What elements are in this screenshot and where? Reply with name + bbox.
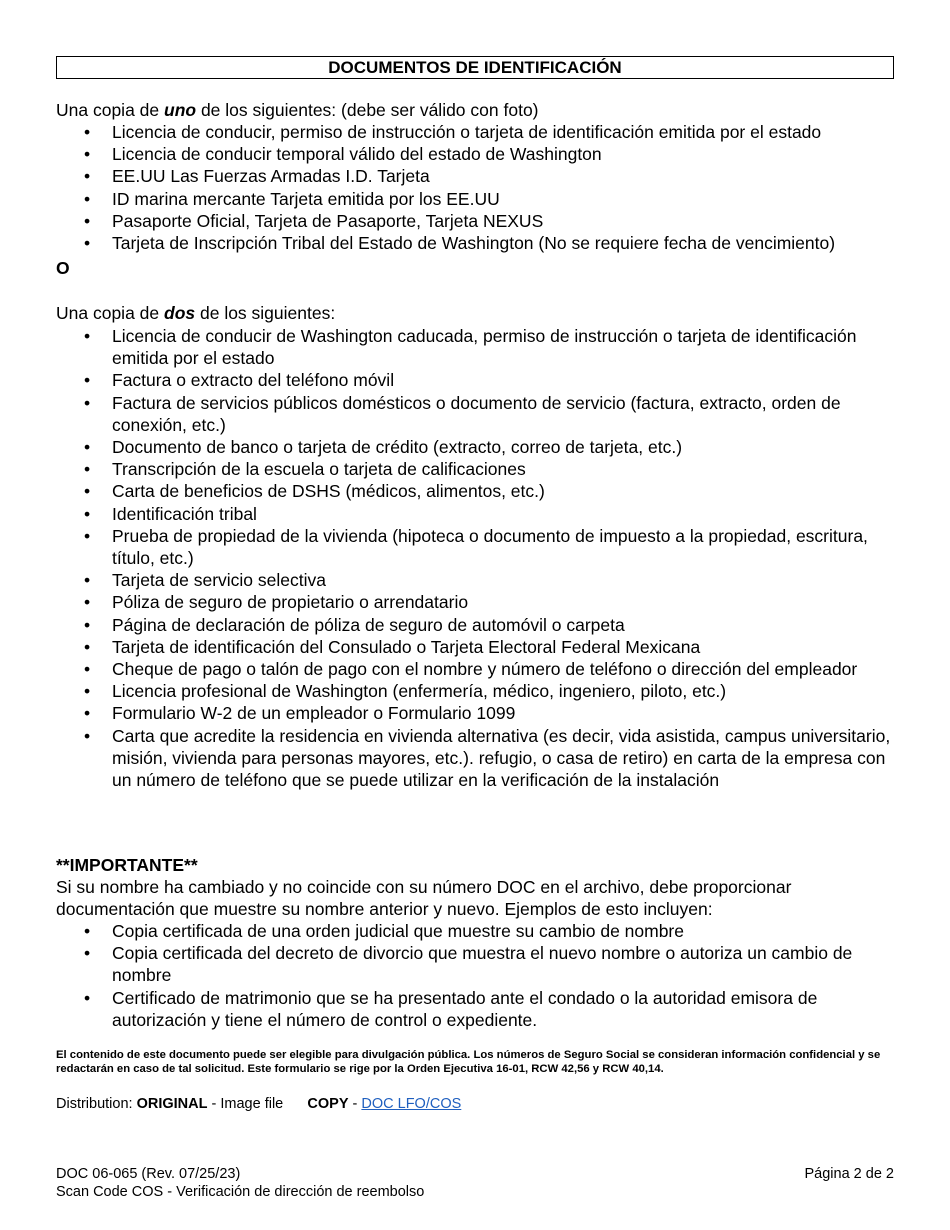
list-item: • Póliza de seguro de propietario o arrendatario: [56, 591, 896, 613]
section-two-intro: [56, 302, 335, 324]
intro-text: Una copia de: [56, 303, 164, 323]
original-label: ORIGINAL: [136, 1096, 208, 1112]
form-number: DOC 06-065 (Rev. 07/25/23): [56, 1166, 241, 1182]
intro-emphasis: uno: [164, 100, 197, 120]
list-item: • Copia certificada de una orden judicial que muestre su cambio de nombre: [56, 920, 896, 942]
or-separator: O: [56, 258, 70, 278]
disclaimer-text: El contenido de este documento puede ser elegible para divulgación pública. Los números de Seguro Social se consideran información confidencial y se redactarán en caso de tal solicitud. Este formulario se rige por la Orden Ejecutiva 16-01, RCW 42,56 y RCW 40,14.: [56, 1049, 881, 1075]
list-item: • Identificación tribal: [56, 503, 896, 525]
distribution-line: [56, 1095, 461, 1113]
list-item: • Documento de banco o tarjeta de crédito (extracto, correo de tarjeta, etc.): [56, 436, 896, 458]
intro-text: de los siguientes: (debe ser válido con foto): [196, 100, 539, 120]
list-item: • Copia certificada del decreto de divorcio que muestra el nuevo nombre o autoriza un cambio de nombre: [56, 942, 896, 986]
section-two-list: [56, 325, 896, 791]
important-body: Si su nombre ha cambiado y no coincide con su número DOC en el archivo, debe proporcionar documentación que muestre su nombre anterior y nuevo. Ejemplos de esto incluyen:: [56, 877, 792, 920]
intro-text: de los siguientes:: [195, 303, 336, 323]
distribution-label: Distribution:: [56, 1096, 133, 1112]
list-item: • Factura o extracto del teléfono móvil: [56, 369, 896, 391]
copy-separator: -: [348, 1096, 362, 1112]
list-item: • ID marina mercante Tarjeta emitida por los EE.UU: [56, 188, 896, 210]
list-item: • Prueba de propiedad de la vivienda (hipoteca o documento de impuesto a la propiedad, escritura, título, etc.): [56, 525, 896, 569]
list-item: • Licencia de conducir de Washington caducada, permiso de instrucción o tarjeta de identificación emitida por el estado: [56, 325, 896, 369]
list-item: • Licencia de conducir, permiso de instrucción o tarjeta de identificación emitida por el estado: [56, 121, 896, 143]
list-item: • Tarjeta de identificación del Consulado o Tarjeta Electoral Federal Mexicana: [56, 636, 896, 658]
list-item: • EE.UU Las Fuerzas Armadas I.D. Tarjeta: [56, 165, 896, 187]
list-item: • Certificado de matrimonio que se ha presentado ante el condado o la autoridad emisora de autorización y tiene el número de control o expediente.: [56, 987, 896, 1031]
scan-code: Scan Code COS - Verificación de dirección de reembolso: [56, 1184, 425, 1200]
list-item: • Página de declaración de póliza de seguro de automóvil o carpeta: [56, 614, 896, 636]
list-item: • Licencia profesional de Washington (enfermería, médico, ingeniero, piloto, etc.): [56, 680, 896, 702]
original-value: - Image file: [207, 1096, 284, 1112]
list-item: • Carta que acredite la residencia en vivienda alternativa (es decir, vida asistida, campus universitario, misión, vivienda para personas mayores, etc.). refugio, o casa de retiro) en carta de la empresa con un número de teléfono que se puede utilizar en la verificación de la instalación: [56, 725, 896, 792]
copy-link[interactable]: DOC LFO/COS: [361, 1096, 462, 1112]
page-number: Página 2 de 2: [804, 1166, 894, 1182]
document-title: DOCUMENTOS DE IDENTIFICACIÓN: [56, 56, 894, 79]
footer-left: [56, 1165, 424, 1201]
section-one-list: [56, 121, 896, 254]
list-item: • Formulario W-2 de un empleador o Formulario 1099: [56, 702, 896, 724]
list-item: • Factura de servicios públicos domésticos o documento de servicio (factura, extracto, orden de conexión, etc.): [56, 392, 896, 436]
important-list: [56, 920, 896, 1031]
list-item: • Pasaporte Oficial, Tarjeta de Pasaporte, Tarjeta NEXUS: [56, 210, 896, 232]
list-item: • Transcripción de la escuela o tarjeta de calificaciones: [56, 458, 896, 480]
list-item: • Carta de beneficios de DSHS (médicos, alimentos, etc.): [56, 480, 896, 502]
intro-emphasis: dos: [164, 303, 196, 323]
intro-text: Una copia de: [56, 100, 164, 120]
list-item: • Tarjeta de servicio selectiva: [56, 569, 896, 591]
section-one-intro: [56, 99, 539, 121]
list-item: • Cheque de pago o talón de pago con el nombre y número de teléfono o dirección del empleador: [56, 658, 896, 680]
important-heading: **IMPORTANTE**: [56, 855, 198, 875]
copy-label: COPY: [307, 1096, 349, 1112]
list-item: • Tarjeta de Inscripción Tribal del Estado de Washington (No se requiere fecha de vencimiento): [56, 232, 896, 254]
list-item: • Licencia de conducir temporal válido del estado de Washington: [56, 143, 896, 165]
